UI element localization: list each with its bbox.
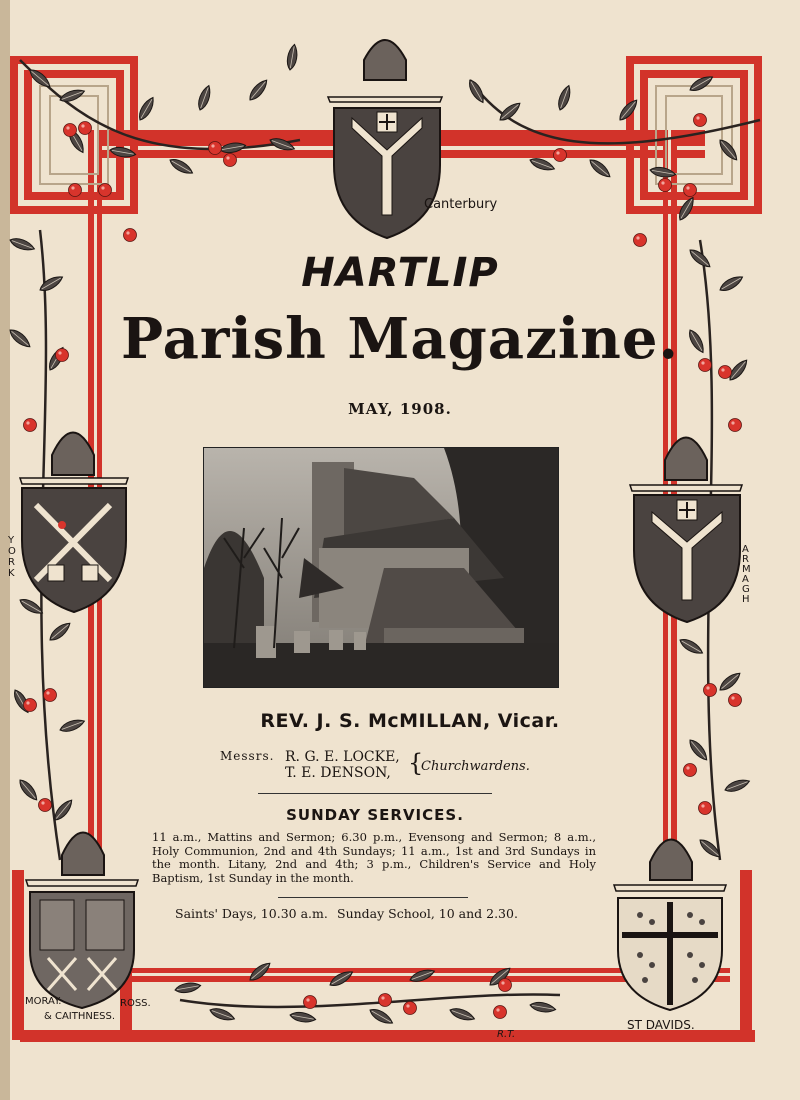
brace-symbol: { [408,749,424,777]
st-davids-arms [614,840,726,1011]
services-details: 11 a.m., Mattins and Sermon; 6.30 p.m., Evensong and Sermon; 8 a.m., Holy Communion, 2nd and 4th Sundays; 11 a.m., 1st and 3rd Sundays in the month. Litany, 2nd and 4th; 3 p.m., Children's Service and Holy Baptism, 1st Sunday in the month. [152,830,596,885]
saints-days: Saints' Days, 10.30 a.m. [175,906,328,921]
armagh-arms [630,438,742,623]
divider-rule [258,793,492,794]
york-label: YORK [8,535,16,579]
issue-date: MAY, 1908. [348,400,452,418]
title-parish-magazine: Parish Magazine. [120,306,680,372]
moray-label: MORAY. [25,996,62,1007]
caithness-label: & CAITHNESS. [44,1011,116,1022]
church-photograph [203,447,559,688]
canterbury-label: Canterbury [424,197,498,212]
warden-name-1: R. G. E. LOCKE, [285,749,400,765]
warden-role: Churchwardens. [421,759,530,774]
divider-rule-2 [278,897,468,898]
ross-label: ROSS. [120,998,151,1009]
st-davids-label: ST DAVIDS. [627,1018,695,1032]
armagh-label: ARMAGH [742,544,751,605]
york-arms [20,433,128,613]
artist-mark: R.T. [497,1029,516,1040]
title-hartlip: HARTLIP [301,250,499,296]
moray-arms [26,833,138,1009]
messrs-prefix: Messrs. [220,749,275,763]
services-heading: SUNDAY SERVICES. [286,806,464,824]
warden-name-2: T. E. DENSON, [285,765,391,781]
mitre-icon [364,40,406,80]
sunday-school: Sunday School, 10 and 2.30. [337,906,518,921]
vicar-line: REV. J. S. McMILLAN, Vicar. [260,710,560,732]
